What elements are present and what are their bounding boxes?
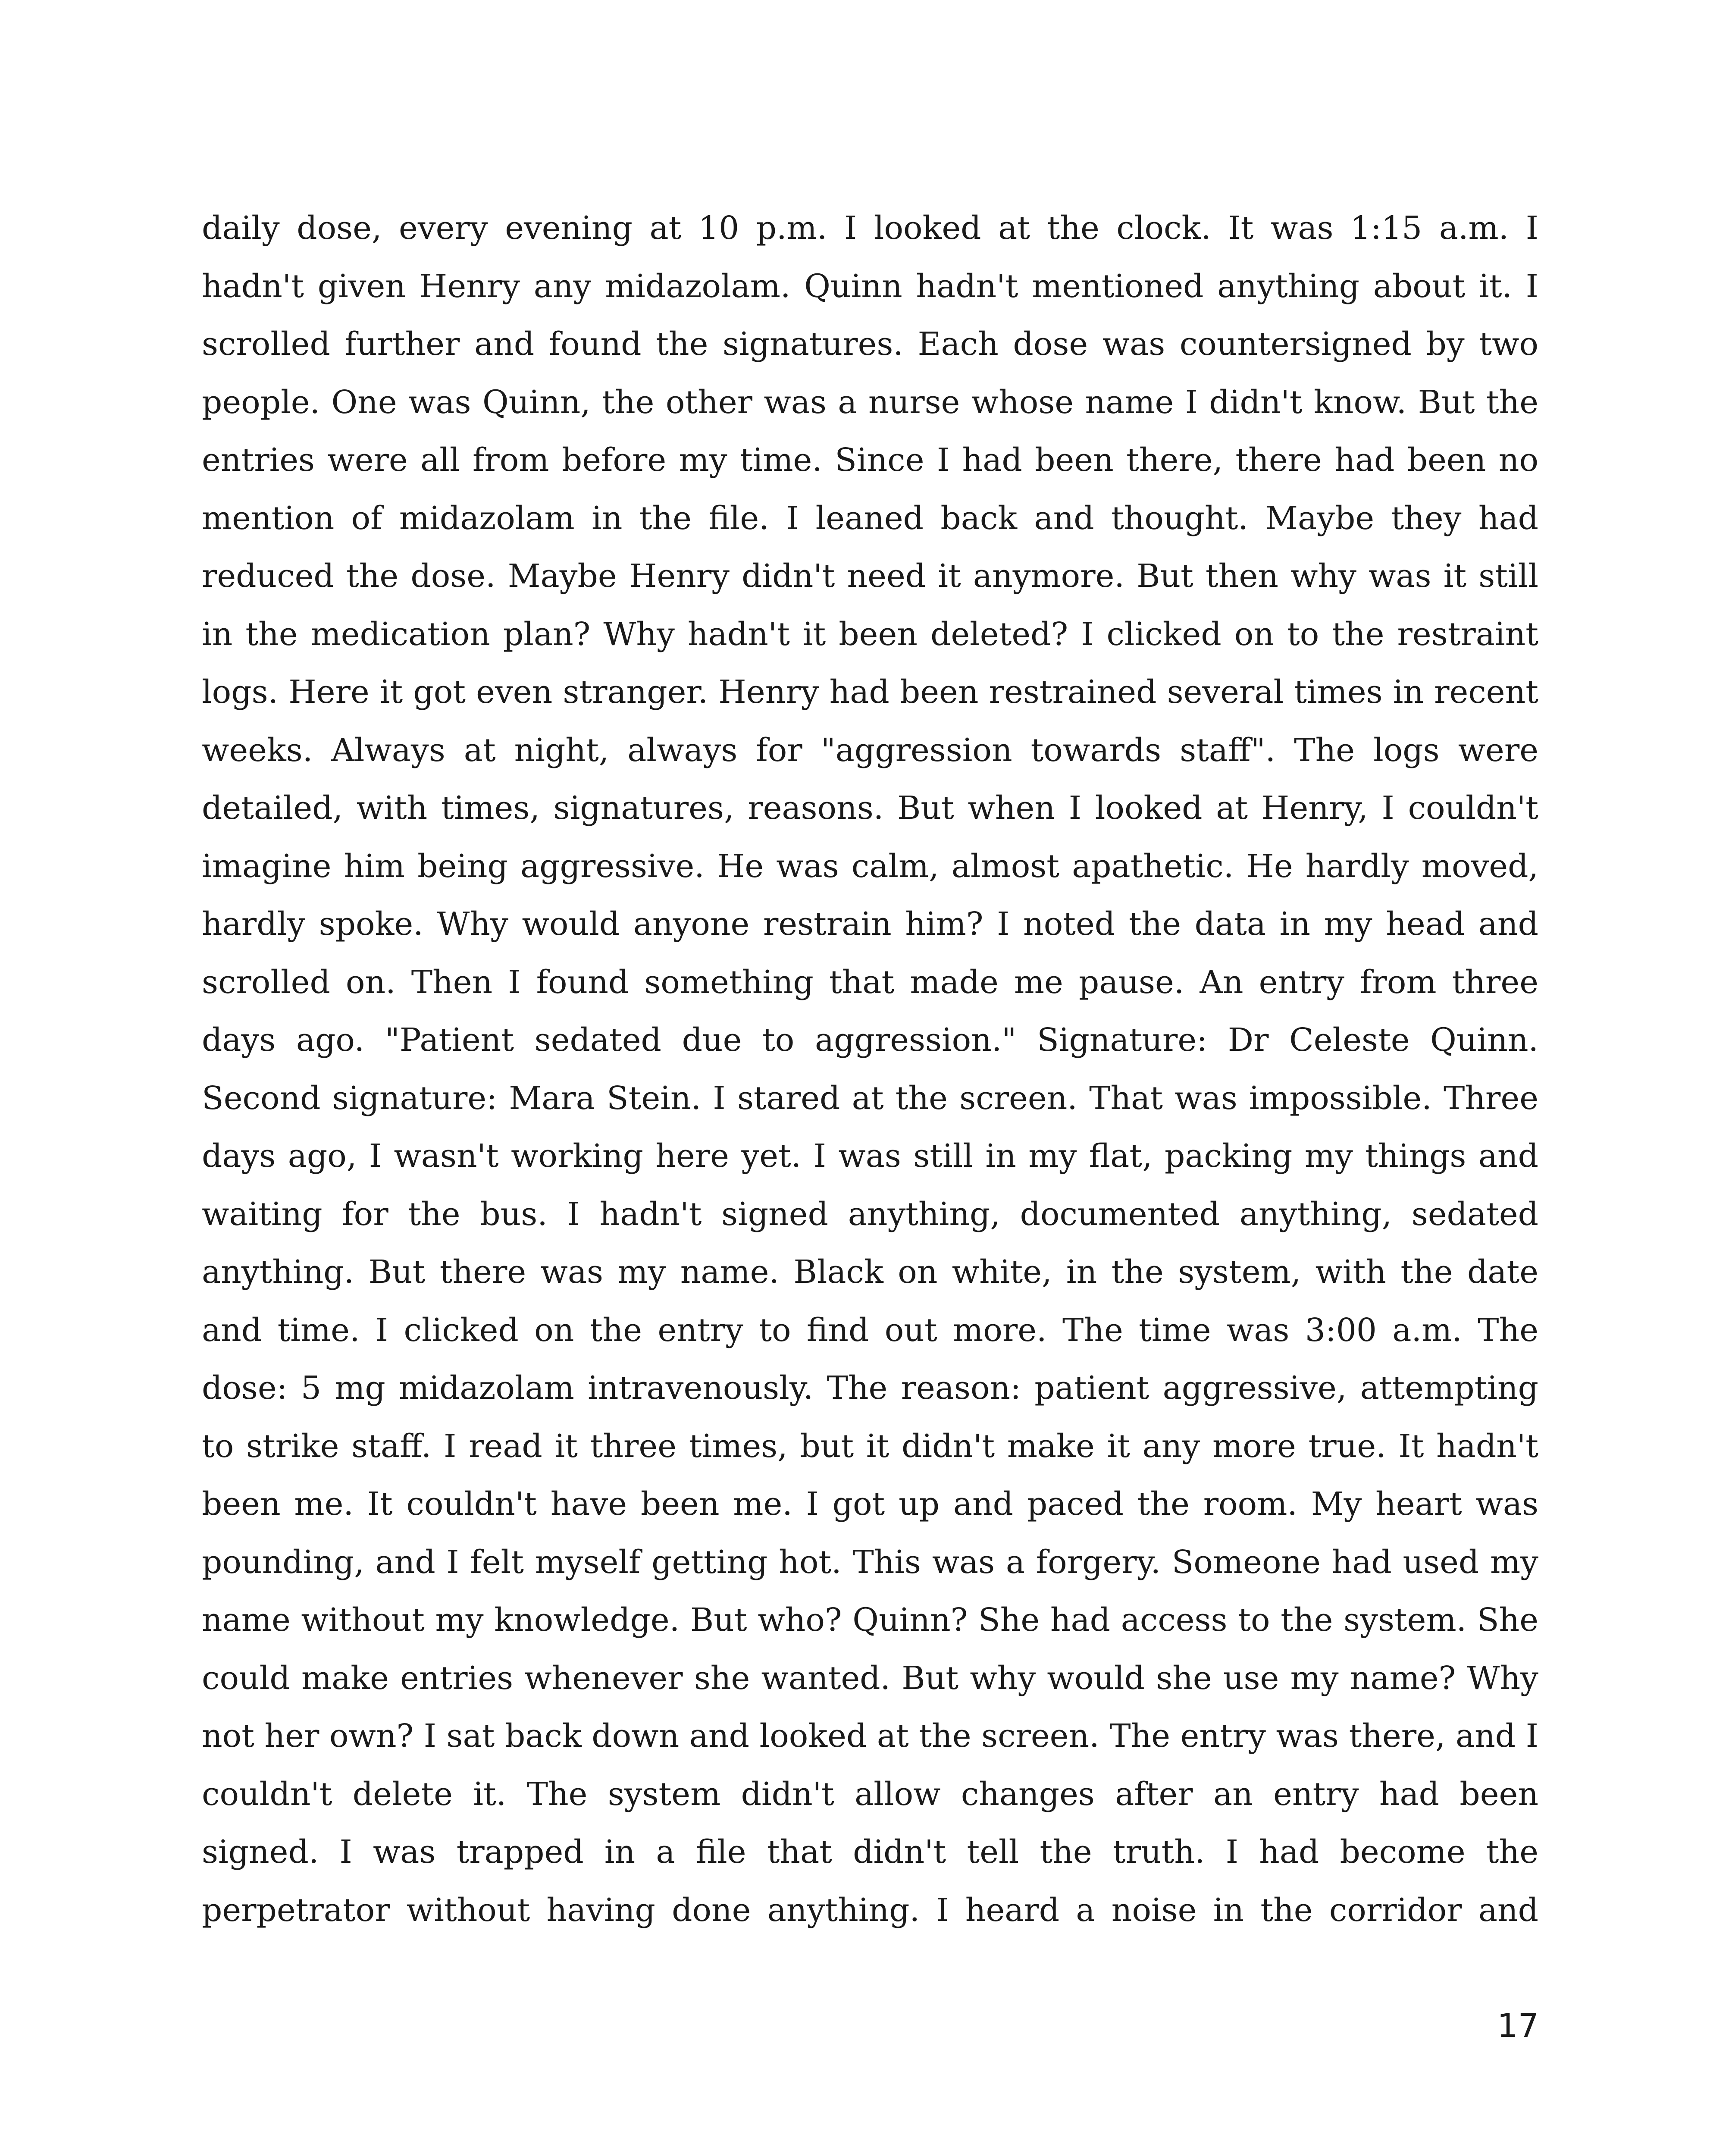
page-number: 17 bbox=[1497, 2006, 1539, 2045]
body-paragraph: daily dose, every evening at 10 p.m. I looked at the clock. It was 1:15 a.m. I hadn't given Henry any midazolam. Quinn hadn't mentioned anything about it. I scrolled further and found the signatures. Each dose was countersigned by two people. One was Quinn, the other was a nurse whose name I didn't know. But the entries were all from before my time. Since I had been there, there had been no mention of midazolam in the file. I leaned back and thought. Maybe they had reduced the dose. Maybe Henry didn't need it anymore. But then why was it still in the medication plan? Why hadn't it been deleted? I clicked on to the restraint logs. Here it got even stranger. Henry had been restrained several times in recent weeks. Always at night, always for "aggression towards staff". The logs were detailed, with times, signatures, reasons. But when I looked at Henry, I couldn't imagine him being aggressive. He was calm, almost apathetic. He hardly moved, hardly spoke. Why would anyone restrain him? I noted the data in my head and scrolled on. Then I found something that made me pause. An entry from three days ago. "Patient sedated due to aggression." Signature: Dr Celeste Quinn. Second signature: Mara Stein. I stared at the screen. That was impossible. Three days ago, I wasn't working here yet. I was still in my flat, packing my things and waiting for the bus. I hadn't signed anything, documented anything, sedated anything. But there was my name. Black on white, in the system, with the date and time. I clicked on the entry to find out more. The time was 3:00 a.m. The dose: 5 mg midazolam intravenously. The reason: patient aggressive, attempting to strike staff. I read it three times, but it didn't make it any more true. It hadn't been me. It couldn't have been me. I got up and paced the room. My heart was pounding, and I felt myself getting hot. This was a forgery. Someone had used my name without my knowledge. But who? Quinn? She had access to the system. She could make entries whenever she wanted. But why would she use my name? Why not her own? I sat back down and looked at the screen. The entry was there, and I couldn't delete it. The system didn't allow changes after an entry had been signed. I was trapped in a file that didn't tell the truth. I had become the perpetrator without having done anything. I heard a noise in the corridor and bbox=[202, 210, 1538, 1929]
